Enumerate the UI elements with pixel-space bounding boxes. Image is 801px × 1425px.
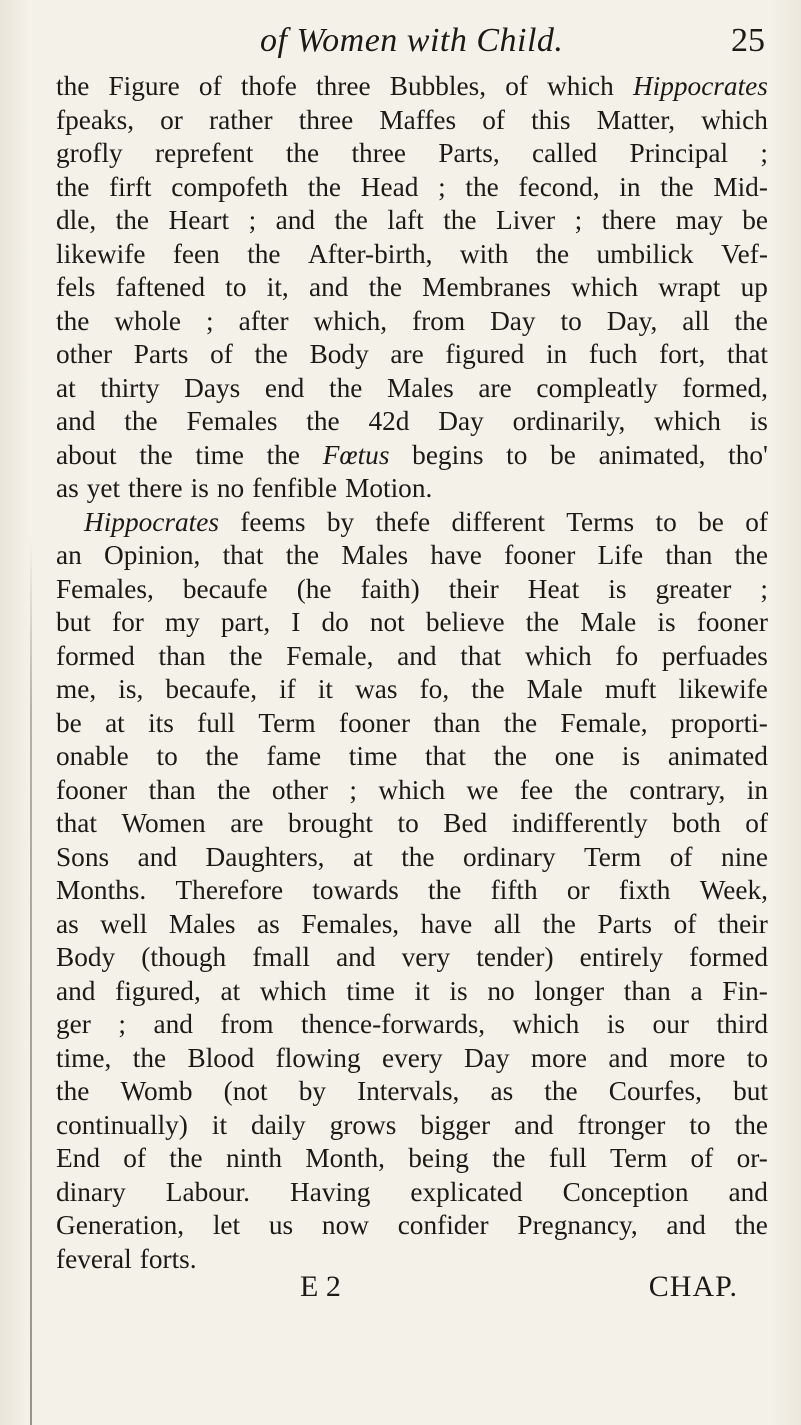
text-line: onable to the fame time that the one is animated <box>56 741 768 771</box>
text-line: about the time the Fœtus begins to be animated, tho' <box>56 439 768 470</box>
text-line: as yet there is no fenfible Motion. <box>56 473 433 503</box>
text-line: feveral forts. <box>56 1243 197 1274</box>
text-line: ger ; and from thence-forwards, which is our third <box>56 1009 768 1039</box>
text-line: End of the ninth Month, being the full Term of or- <box>56 1143 768 1173</box>
text-line: dle, the Heart ; and the laft the Liver ; there may be <box>56 205 768 235</box>
text-line: that Women are brought to Bed indifferently both of <box>56 808 768 838</box>
text-line: grofly reprefent the three Parts, called Principal ; <box>56 138 768 168</box>
text-line: me, is, becaufe, if it was fo, the Male muft likewife <box>56 674 768 704</box>
text-line: other Parts of the Body are figured in fuch fort, that <box>56 339 768 369</box>
text-line: the Womb (not by Intervals, as the Courfes, but <box>56 1076 768 1106</box>
text-line: be at its full Term fooner than the Female, proporti- <box>56 707 768 738</box>
text-line: fels faftened to it, and the Membranes which wrapt up <box>56 272 768 302</box>
text-line: the whole ; after which, from Day to Day, all the <box>56 305 768 336</box>
text-line: at thirty Days end the Males are compleatly formed, <box>56 372 768 403</box>
text-line: and the Females the 42d Day ordinarily, which is <box>56 406 768 436</box>
text-line: Body (though fmall and very tender) entirely formed <box>56 942 768 972</box>
text-line: an Opinion, that the Males have fooner Life than the <box>56 540 768 570</box>
text-line: dinary Labour. Having explicated Conception and <box>56 1176 768 1207</box>
text-line: Generation, let us now confider Pregnancy, and the <box>56 1210 768 1240</box>
page-header <box>55 20 770 68</box>
text-line: time, the Blood flowing every Day more and more to <box>56 1042 768 1073</box>
signature-mark: E 2 <box>300 1270 341 1303</box>
text-line: fpeaks, or rather three Maffes of this Matter, which <box>56 104 768 135</box>
catchword: CHAP. <box>648 1270 738 1303</box>
text-line: the Figure of thofe three Bubbles, of which Hippocrates <box>56 71 768 101</box>
binding-gutter-shadow <box>30 540 32 1425</box>
body-text <box>56 70 768 1276</box>
text-line: Months. Therefore towards the fifth or fixth Week, <box>56 875 768 905</box>
text-line: and figured, at which time it is no longer than a Fin- <box>56 975 768 1006</box>
running-title: of Women with Child. <box>260 22 564 59</box>
page-footer <box>56 1270 768 1310</box>
text-line: Females, becaufe (he faith) their Heat is greater ; <box>56 573 768 604</box>
text-line: as well Males as Females, have all the Parts of their <box>56 908 768 939</box>
text-line: continually) it daily grows bigger and ftronger to the <box>56 1109 768 1140</box>
text-line: formed than the Female, and that which fo perfuades <box>56 640 768 671</box>
text-line: Sons and Daughters, at the ordinary Term of nine <box>56 841 768 872</box>
text-line: fooner than the other ; which we fee the contrary, in <box>56 774 768 805</box>
page-number: 25 <box>731 22 765 59</box>
text-line: the firft compofeth the Head ; the fecond, in the Mid- <box>56 171 768 202</box>
text-line: but for my part, I do not believe the Male is fooner <box>56 607 768 637</box>
text-line: likewife feen the After-birth, with the umbilick Vef- <box>56 238 768 269</box>
text-line: Hippocrates feems by thefe different Terms to be of <box>84 506 768 537</box>
